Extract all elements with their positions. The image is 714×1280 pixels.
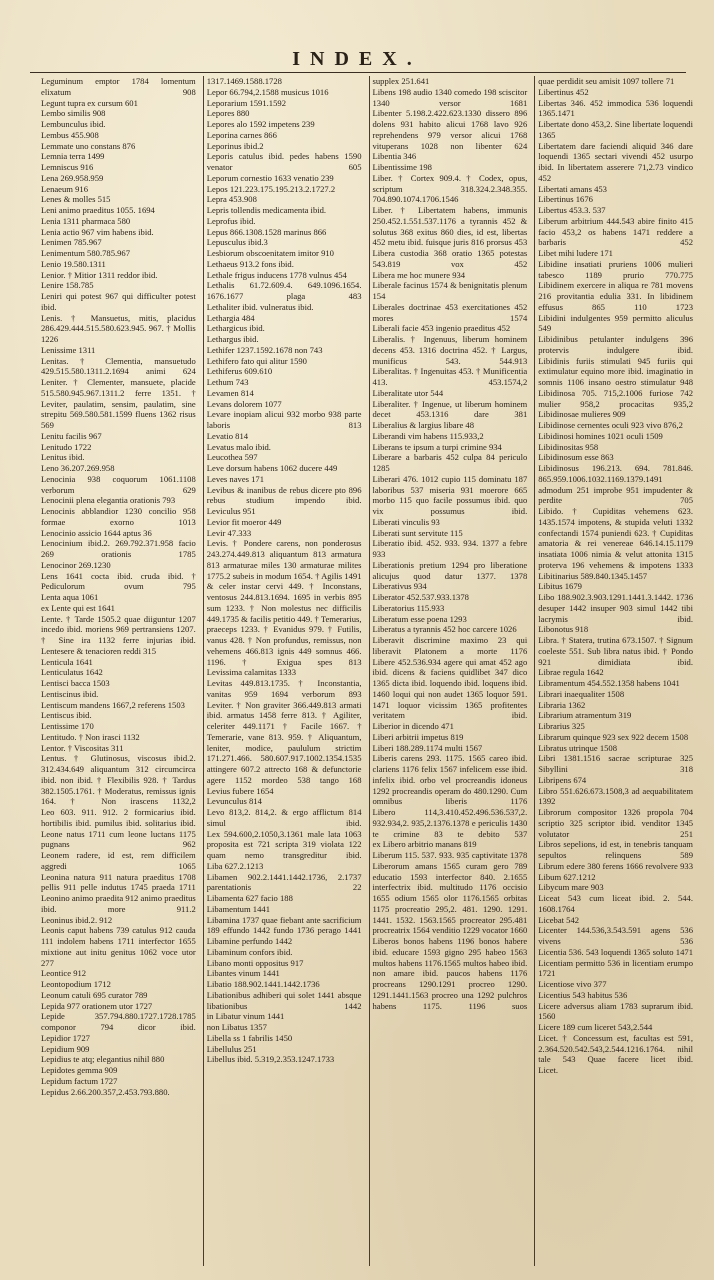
index-entry: Libidinosi homines 1021 oculi 1509 — [538, 430, 663, 441]
index-entry: Lena 269.958.959 — [41, 172, 104, 183]
index-entry: Libenter 5.198.2.422.623.1330 dissero 896 dolens 931 habito alicui 1768 lavo 926 reprehendens 979 versor alicui 1768 vituperans 1028 non libenter 624 — [372, 108, 528, 151]
index-entry: Libamen 902.2.1441.1442.1736, 2.1737 parentationis 22 — [206, 871, 362, 893]
index-entry: Libertati amans 453 — [538, 183, 607, 194]
index-entry: Levir 47.333 — [206, 527, 252, 538]
index-entry: Lethum 743 — [206, 377, 249, 387]
index-entry: Lenticula 1641 — [41, 656, 93, 667]
index-entry: in Libatur vinum 1441 — [206, 1011, 285, 1022]
index-entry: Lentitudo. † Non irasci 1132 — [41, 731, 140, 742]
index-entry: Libentia 346 — [372, 151, 417, 162]
index-entry: Licentia 536. 543 loquendi 1365 soluto 1471 — [538, 946, 693, 957]
page-header: INDEX. — [292, 48, 422, 70]
index-entry: Libitus 1679 — [538, 581, 582, 592]
index-entry: Licere adversus aliam 1783 suprarum ibid. 1560 — [538, 1000, 693, 1022]
index-entry: Leporarium 1591.1592 — [206, 97, 286, 108]
index-entry: Librae regula 1642 — [538, 667, 604, 678]
index-entry: Leonino animo praedita 912 animo praeditus ibid. more 911.2 — [41, 893, 196, 914]
index-entry: Lepores 880 — [206, 108, 250, 119]
index-entry: Lenis. † Mansuetus, mitis, placidus 286.429.444.515.580.623.945. 967. † Mollis 1226 — [41, 312, 196, 344]
index-entry: Leniter. † Clementer, mansuete, placide 515.580.945.967.1311.2 ferre 1351. † Leviter, paulatim, sensim, paulatim, sine strepitu 569.580.581.1599 fluens 1362 risus 569 — [41, 377, 196, 430]
index-entry: Librorum compositor 1326 propola 704 scriptio 325 scriptor ibid. venditor 1345 volutator 251 — [538, 807, 693, 839]
index-entry: Lenocinia 938 coquorum 1061.1108 verborum 629 — [41, 473, 196, 495]
index-entry: Lepris tollendis medicamenta ibid. — [206, 205, 327, 215]
index-entry: Liberatum esse poena 1293 — [372, 613, 467, 624]
index-entry: Leve dorsum habens 1062 ducere 449 — [206, 463, 338, 473]
index-entry: Libertinus 1676 — [538, 194, 593, 205]
index-entry: Levior fit moeror 449 — [206, 516, 282, 527]
index-entry: Libitinarius 589.840.1345.1457 — [538, 570, 648, 581]
index-entry: Libri 1381.1516 sacrae scripturae 325 Sibyllini 318 — [538, 753, 693, 774]
index-entry: Levis. † Pondere carens, non ponderosus 243.274.449.813 aliquantum 813 armatura 813 armaturae miles 130 armaturae milites 1775.2 subeis in modum 1654. † Agilis 1491 & celer instar cervi 449. † Inconstans, ventosus 244.813.1694. 1695 in verbis 895 sum 1233. † Non molestus nec difficilis 449.1735 & facilis petitio 449. † Temerarius, praeceps 1233. † Evanidus 979. † Futilis, vanus 428. † Non profundus, remissus, non vehemens 466.813 ignis 449 somnus 466. 1196. † Exigua spes 813 — [206, 538, 362, 667]
index-entry: Lenia actio 967 vim habens ibid. — [41, 226, 154, 237]
index-entry: Librum edere 380 ferens 1666 revolvere 933 — [538, 860, 693, 871]
index-entry: Lepidium 909 — [41, 1043, 90, 1054]
index-entry: Leniri qui potest 967 qui difficulter potest ibid. — [41, 291, 196, 312]
index-column-3 — [369, 76, 531, 1266]
index-entry: Lembunculus ibid. — [41, 119, 106, 129]
index-entry: Libraria 1362 — [538, 699, 586, 710]
index-entry: Librarum quinque 923 sex 922 decem 1508 — [538, 731, 689, 742]
index-entry: Libella ss 1 fabrilis 1450 — [206, 1032, 293, 1043]
index-entry: Liberavit discrimine maximo 23 qui liberavit Platonem a morte 1176 — [372, 635, 528, 656]
index-entry: non Libatus 1357 — [206, 1022, 267, 1032]
index-entry: Liberis carens 293. 1175. 1565 careo ibid. clariens 1176 felix 1567 infelicem esse ibid. infelix ibid. orbo vel procreandis idoneus 1292 procreandis operam do 480.1290. Cum omnibus liberis 1176 — [372, 753, 528, 807]
index-entry: Lepra 453.908 — [206, 194, 257, 205]
index-entry: Libripens 674 — [538, 774, 587, 785]
index-entry: Lepidotes gemma 909 — [41, 1065, 118, 1075]
index-entry: Leonina natura 911 natura praeditus 1708 pellis 911 pelle indutus 1745 praeda 1711 — [41, 871, 196, 893]
index-entry: Lente. † Tarde 1505.2 quae diiguntur 1207 incedo ibid. moriens 969 pertransiens 1207. † Sine ira 1132 ferre injurias ibid. — [41, 613, 196, 645]
index-entry: 1317.1469.1588.1728 — [206, 76, 282, 86]
index-entry: Levunculus 814 — [206, 796, 262, 807]
index-entry: Liberale facinus 1574 & benignitatis plenum 154 — [372, 280, 528, 301]
index-entry: Lemnia terra 1499 — [41, 151, 105, 162]
index-entry: Lembus 455.908 — [41, 129, 99, 140]
index-entry: Lepidum factum 1727 — [41, 1075, 118, 1086]
index-entry: quae perdidit seu amisit 1097 tollere 71 — [538, 76, 675, 86]
index-entry: Lethaeus 913.2 fons ibid. — [206, 258, 294, 269]
index-entry: Lenia 1311 pharmaca 580 — [41, 215, 131, 226]
index-entry: Libera custodia 368 oratio 1365 potestas 543.819 vox 452 — [372, 248, 528, 269]
index-entry: Leontice 912 — [41, 968, 87, 979]
index-entry: Libidinosum esse 863 — [538, 452, 614, 463]
index-entry: Levibus & inanibus de rebus dicere pto 896 rebus studium impendo ibid. — [206, 484, 362, 506]
index-entry: Licentiose vivo 377 — [538, 979, 607, 989]
index-column-2 — [203, 76, 365, 1266]
index-entry: Liberatus a tyrannis 452 hoc carcere 1026 — [372, 624, 517, 635]
index-entry: Libidinosus 196.213. 694. 781.846. 865.959.1006.1032.1169.1379.1491 admodum 251 improbe 951 impudenter & perdite 705 — [538, 463, 693, 506]
index-entry: Lethargia 484 — [206, 312, 255, 323]
index-entry: Leonum catuli 695 curator 789 — [41, 989, 148, 1000]
index-entry: Levissima calamitas 1333 — [206, 667, 297, 678]
index-entry: Lenocinii plena elegantia orationis 793 — [41, 495, 176, 506]
index-entry: Leo 603. 911. 912. 2 formicarius ibid. hortibilis ibid. pumilus ibid. solitarius ibid. — [41, 807, 196, 828]
index-entry: Leves naves 171 — [206, 473, 265, 484]
index-entry: Libamina 1737 quae fiebant ante sacrificium 189 effundo 1442 fundo 1736 perago 1441 — [206, 914, 362, 936]
index-entry: Libertate dono 453,2. Sine libertate loquendi 1365 — [538, 119, 693, 140]
index-entry: Liberalitate utor 544 — [372, 387, 444, 398]
index-entry: Libra. † Statera, trutina 673.1507. † Signum coeleste 551. Sub libra natus ibid. † Pondo 921 dimidiata ibid. — [538, 635, 693, 667]
header-rule — [30, 72, 686, 73]
index-entry: Leone natus 1711 cum leone luctans 1175 pugnans 962 — [41, 828, 196, 850]
index-entry: Libidinosae mulieres 909 — [538, 409, 626, 420]
index-entry: Lepores alo 1592 impetens 239 — [206, 119, 315, 129]
index-entry: Levitas 449.813.1735. † Inconstantia, vanitas 959 1694 verborum 893 — [206, 678, 362, 699]
index-entry: Liberi arbitrii impetus 819 — [372, 731, 464, 742]
index-entry: Licentiam permitto 536 in licentiam erumpo 1721 — [538, 957, 693, 979]
index-entry: Libycum mare 903 — [538, 882, 604, 893]
index-entry: Licebat 542 — [538, 914, 580, 925]
index-entry: Leporinus ibid.2 — [206, 140, 264, 151]
index-entry: Lepide 357.794.880.1727.1728.1785 componor 794 dicor ibid. — [41, 1011, 196, 1032]
index-entry: Lentiscum mandens 1667,2 referens 1503 — [41, 699, 185, 710]
index-entry: Liberalitas. † Ingenuitas 453. † Munificentia 413. 453.1574,2 — [372, 366, 528, 387]
index-entry: Leporum cornestio 1633 venatio 239 — [206, 172, 334, 183]
index-entry: Lepos 121.223.175.195.213.2.1727.2 — [206, 183, 336, 194]
index-entry: Libonotus 918 — [538, 624, 589, 635]
index-entry: Libidinibus petulanter indulgens 396 protervis indulgere ibid. — [538, 334, 693, 355]
index-entry: Lentus. † Glutinosus, viscosus ibid.2. 312.434.649 aliquantum 312 circumcirca ibid. non ibid. † Flexibilis 928. † Tardus 382.1505.1761. † Moderatus, remissus ignis 164. † Non irascens 1132,2 — [41, 753, 196, 807]
index-entry: Libido. † Cupiditas vehemens 623. 1435.1574 impotens, & stupida veluti 1332 confectandi 1574 puniendi 623. † Cupiditas amatoria & rei venereae 646.14.15.1179 insatiata 1006 nimia & velut attonita 1315 proterva 196 vehemens & impotens 1333 — [538, 506, 693, 570]
index-entry: Levare inopiam alicui 932 morbo 938 parte laboris 813 — [206, 409, 362, 430]
index-entry: Liberari 476. 1012 cupio 115 dominatu 187 laboribus 537 miseria 931 moerore 665 morbo 115 quo facile possumus ibid. quo vix possumus ibid. — [372, 473, 528, 516]
index-entry: Libet mihi ludere 171 — [538, 248, 613, 258]
index-entry: Libro 551.626.673.1508,3 ad aequabilitatem 1392 — [538, 785, 693, 807]
index-entry: Liber. † Cortex 909.4. † Codex, opus, scriptum 318.324.2.348.355. 704.890.1074.1706.1546 — [372, 172, 528, 205]
index-entry: Libero 114,3.410.452.496.536.537,2. 932.934,2. 935,2.1376.1378 e periculis 1430 te crimine 83 te debito 537 — [372, 807, 528, 839]
index-entry: Leprofus ibid. — [206, 215, 256, 226]
index-entry: Liberalius & largius libare 48 — [372, 420, 475, 430]
index-column-4 — [534, 76, 696, 1266]
index-entry: Liberativus 934 — [372, 581, 427, 592]
index-entry: Libidinis furiis stimulati 945 furiis qui extimulatur equino more ibid. imaginatio in somnis 1106 insano oestro stimulatur 948 — [538, 355, 693, 387]
index-entry: Libertas 346. 452 immodica 536 loquendi 1365.1471 — [538, 97, 693, 119]
index-entry: Licere 189 cum liceret 543,2.544 — [538, 1022, 653, 1032]
index-entry: Libidinose cernentes oculi 923 vivo 876,2 — [538, 420, 683, 430]
index-entry: Lentiscinus ibid. — [41, 688, 99, 699]
index-entry: Levo 813,2. 814,2. & ergo afflictum 814 simul ibid. — [206, 807, 362, 828]
index-entry: Lentor. † Viscositas 311 — [41, 742, 124, 753]
index-entry: Lethifer 1237.1592.1678 non 743 — [206, 344, 323, 355]
index-entry: Libere 452.536.934 agere qui amat 452 ago ibid. dicens & faciens quidlibet 347 dico 1365 dicta ibid. loquendo ibid. loquens ibid. 1460 loqui qui non audet 1365 loquor 591. 1471 loquor vicissim 1365 profitentes veritatem ibid. — [372, 656, 528, 721]
index-entry: Leporina carnes 866 — [206, 129, 277, 140]
index-entry: Libaminum confors ibid. — [206, 946, 293, 957]
index-entry: Licet. † Concessum est, facultas est 591, 2.364.520.542.543,2.544.1216.1764. nihil tale 543 Quae facere licet ibid. — [538, 1032, 693, 1065]
index-entry: Libamenta 627 facio 188 — [206, 893, 293, 903]
index-entry: Lepidius te atq; elegantius nihil 880 — [41, 1054, 165, 1065]
index-entry: Liberos bonos habens 1196 bonos habere ibid. educare 1593 gigno 295 habeo 1563 multos habens 1176.1565 multos habeo ibid. non amare ibid. paucos habens 1176 procreans 1290.1291 procreo 1290. 1291.1441.1563 procreo una 1292 pulchros habens 1175. 1196 suos — [372, 936, 528, 1011]
index-entry: Lepidior 1727 — [41, 1032, 90, 1043]
index-entry: Libidini indulgentes 959 permitto aliculus 549 — [538, 312, 693, 334]
index-entry: Lemniscus 916 — [41, 162, 94, 172]
index-entry: Leviter. † Non graviter 366.449.813 armati ibid. armatus 1458 ferre 813. † Agiliter, celeriter 449.1171 † Facile 1667. † Temerarie, vane 813. 959. † Aliquantum, leniter, modice, paululum strictim 171.271.466. 580.607.917.1002.1354.1535 attingere 607.2 attrecto 168 & defunctorie agere 1152 mordeo 538 tango 168 — [206, 699, 362, 785]
index-entry: Levatus malo ibid. — [206, 441, 271, 452]
index-entry: Leno 36.207.269.958 — [41, 463, 115, 473]
index-entry: Lethale frigus inducens 1778 vulnus 454 — [206, 269, 347, 280]
index-entry: Legunt tupra ex cursum 601 — [41, 97, 138, 108]
index-entry: Liberator 452.537.933.1378 — [372, 592, 469, 602]
index-entry: Lemmate uno constans 876 — [41, 140, 136, 151]
index-entry: Leni animo praeditus 1055. 1694 — [41, 205, 155, 215]
index-entry: Liberorum amans 1565 curam gero 789 educatio 1593 interfector 840. 2.1655 interfectrix ibid. multitudo 1176 occisio 1655 odium 1565 olor 1176.1565 orbitas 1175 procreatio 295,2. 481. 1290. 1291. 1441. 1532. 1563.1565 procreator 295.481 procreatrix 1564 venditio 1229 vocator 1660 — [372, 860, 528, 936]
index-entry: Leucothea 597 — [206, 452, 258, 463]
index-entry: Lenimentum 580.785.967 — [41, 248, 131, 258]
index-entry: Levatio 814 — [206, 430, 249, 441]
index-entry: Lens 1641 cocta ibid. cruda ibid. † Pediculorum ovum 795 — [41, 570, 196, 592]
index-entry: Libens 198 audio 1340 comedo 198 sciscitor 1340 versor 1681 — [372, 86, 528, 108]
index-entry: ex Libero arbitrio manans 819 — [372, 839, 477, 850]
index-entry: Lenticulatus 1642 — [41, 667, 103, 678]
index-entry: Libano monti oppositus 917 — [206, 957, 304, 968]
index-entry: Lenior. † Mitior 1311 reddor ibid. — [41, 269, 158, 280]
index-entry: Lenes & molles 515 — [41, 194, 111, 205]
index-entry: Liberare a barbaris 452 culpa 84 periculo 1285 — [372, 452, 528, 473]
index-entry: Libidinosa 705. 715,2.1006 furiose 742 mulier 958,2 procacitas 935,2 — [538, 387, 693, 409]
index-entry: Leoninus ibid.2. 912 — [41, 914, 113, 925]
index-entry: Lenitas. † Clementia, mansuetudo 429.515.580.1311.2.1694 animi 624 — [41, 355, 196, 377]
index-entry: Libantes vinum 1441 — [206, 968, 280, 979]
index-entry: Libatio 188.902.1441.1442.1736 — [206, 979, 320, 989]
index-entry: Lenitu facilis 967 — [41, 430, 102, 441]
index-entry: Lenissime 1311 — [41, 344, 96, 355]
index-entry: Lepor 66.794,2.1588 musicus 1016 — [206, 86, 329, 97]
index-columns — [38, 76, 696, 1266]
index-entry: Lentesere & tenacioren reddi 315 — [41, 645, 157, 656]
index-entry: Licet. — [538, 1065, 559, 1075]
index-entry: Libratus utrinque 1508 — [538, 742, 618, 753]
index-entry: Libentissime 198 — [372, 162, 432, 172]
index-entry: Liberali facie 453 ingenio praeditus 452 — [372, 323, 511, 334]
index-entry: Liberaliter. † Ingenue, ut liberum hominem decet 453.1316 dare 381 — [372, 398, 528, 420]
index-entry: Libamine perfundo 1442 — [206, 936, 293, 946]
index-entry: Libellulus 251 — [206, 1043, 257, 1054]
index-entry: Libros sepelions, id est, in tenebris tanquam sepultos relinquens 589 — [538, 839, 693, 860]
index-entry: Licenter 144.536,3.543.591 agens 536 vivens 536 — [538, 925, 693, 946]
index-entry: Lepidus 2.66.200.357,2.453.793.880. — [41, 1086, 170, 1097]
index-entry: Lethalis 61.72.609.4. 649.1096.1654. 1676.1677 plaga 483 — [206, 280, 362, 301]
index-entry: Lenocinis abblandior 1230 concilio 958 formae exorno 1013 — [41, 506, 196, 527]
index-entry: Levius fubere 1654 — [206, 785, 274, 796]
index-entry: Lethargus ibid. — [206, 334, 259, 344]
index-entry: Lepusculus ibid.3 — [206, 237, 268, 248]
index-entry: Lex 594.600,2.1050,3.1361 male lata 1063 proposita est 721 scripta 319 violata 122 quam nemo transgreditur ibid. — [206, 828, 362, 860]
index-entry: Libationibus adhiberi qui solet 1441 absque libationibus 1442 — [206, 989, 362, 1011]
index-entry: Lethiferus 609.610 — [206, 366, 273, 377]
index-entry: Lentissime 170 — [41, 721, 94, 731]
index-entry: Libidine insatiati pruriens 1006 mulieri tabesco 1189 prurio 770.775 — [538, 258, 693, 280]
index-entry: Leonem radere, id est, rem difficilem aggredi 1065 — [41, 850, 196, 871]
index-entry: Licentius 543 habitus 536 — [538, 989, 628, 1000]
index-entry: Librarius 325 — [538, 721, 585, 731]
index-entry: Levamen 814 — [206, 387, 254, 398]
index-entry: Lenitus ibid. — [41, 452, 85, 463]
index-entry: Libidinositas 958 — [538, 441, 599, 452]
index-entry: Liba 627.2.1213 — [206, 860, 264, 871]
index-entry: Libera me hoc munere 934 — [372, 269, 466, 280]
index-entry: Liberales doctrinae 453 exercitationes 452 mores 1574 — [372, 301, 528, 323]
index-entry: Librarium atramentum 319 — [538, 710, 632, 721]
index-entry: Liber. † Libertatem habens, immunis 250.452.1.551.537.1176 a tyrannis 452 & solutus 368 exitus 860 dies, id est, libertas 452 metu ibid. fuisque juris 816 prorsus 453 — [372, 205, 528, 248]
index-entry: Leguminum emptor 1784 lomentum elixatum 908 — [41, 76, 196, 97]
index-entry: Lepus 866.1308.1528 marinus 866 — [206, 226, 327, 237]
index-column-1 — [38, 76, 199, 1266]
index-entry: Liberatio ibid. 452. 933. 934. 1377 a febre 933 — [372, 538, 528, 559]
index-entry: Leontopodium 1712 — [41, 979, 111, 989]
index-entry: Lembo similis 908 — [41, 108, 106, 119]
index-entry: Libertinus 452 — [538, 86, 589, 97]
index-entry: Lenocinio assicio 1644 aptus 36 — [41, 527, 152, 538]
index-entry: Leporis catulus ibid. pedes habens 1590 venator 605 — [206, 151, 362, 172]
index-entry: Liberatorius 115.933 — [372, 602, 445, 613]
index-entry: Libo 188.902.3.903.1291.1441.3.1442. 1736 desuper 1442 insuper 903 simul 1442 tibi lacrymis ibid. — [538, 592, 693, 624]
index-entry: Levans dolorem 1077 — [206, 398, 282, 409]
index-entry: Liberandi vim habens 115.933,2 — [372, 430, 484, 441]
index-entry: Lenocinium ibid.2. 269.792.371.958 facio 269 orationis 1785 — [41, 538, 196, 559]
index-entry: Libramentum 454.552.1358 habens 1041 — [538, 678, 680, 688]
index-entry: Lenire 158.785 — [41, 280, 94, 291]
index-entry: Liberum 115. 537. 933. 935 captivitate 1378 — [372, 850, 528, 860]
index-entry: Lesbiorum obscoenitatem imitor 910 — [206, 248, 334, 258]
index-entry: Librari inaequaliter 1508 — [538, 688, 625, 699]
index-entry: Lepida 977 orationem utor 1727 — [41, 1000, 153, 1011]
index-entry: Liberati vinculis 93 — [372, 516, 440, 527]
index-entry: Libamentum 1441 — [206, 903, 270, 914]
index-entry: Leviculus 951 — [206, 506, 256, 516]
index-entry: Lenocinor 269.1230 — [41, 559, 111, 570]
index-entry: Liberi 188.289.1174 multi 1567 — [372, 742, 483, 753]
index-entry: Liberati sunt servitute 115 — [372, 527, 463, 538]
index-entry: Libidinem exercere in aliqua re 781 movens 216 provitantia edulia 331. In libidinem effusus 865 110 1723 — [538, 280, 693, 312]
index-entry: Liberalis. † Ingenuus, liberum hominem decens 453. 1316 doctrina 452. † Largus, munificus 543. 544.913 — [372, 334, 528, 366]
index-entry: Libellus ibid. 5.319,2.353.1247.1733 — [206, 1054, 335, 1065]
index-entry: Libertatem dare faciendi aliquid 346 dare loquendi 1365 sectari vivendi 452 usurpo ibid. In libertatem asserere 71,2.73 vindico 452 — [538, 140, 693, 183]
index-entry: Liberior in dicendo 471 — [372, 721, 454, 731]
index-entry: Lentiscus ibid. — [41, 710, 92, 721]
index-entry: Liberum arbitrium 444.543 abire finito 415 facio 453,2 os habens 1471 reddere a barbaris 452 — [538, 215, 693, 248]
index-entry: Libum 627.1212 — [538, 871, 596, 882]
index-entry: Lentisci bacca 1503 — [41, 678, 110, 688]
index-entry: Lenimen 785.967 — [41, 237, 102, 248]
index-entry: Liceat 543 cum liceat ibid. 2. 544. 1608.1764 — [538, 893, 693, 914]
index-entry: Lenio 19.580.1311 — [41, 258, 106, 269]
index-entry: ex Lente qui est 1641 — [41, 602, 115, 613]
index-entry: Libertus 453.3. 537 — [538, 205, 606, 215]
index-entry: Liberationis pretium 1294 pro liberatione alicujus quod datur 1377. 1378 — [372, 559, 528, 581]
index-entry: Lenaeum 916 — [41, 183, 89, 194]
index-entry: Lethargicus ibid. — [206, 323, 265, 334]
index-entry: Lenta aqua 1061 — [41, 592, 99, 602]
index-entry: Liberans te ipsum a turpi crimine 934 — [372, 441, 502, 452]
index-entry: Lenitudo 1722 — [41, 441, 92, 452]
index-entry: Leonis caput habens 739 catulus 912 cauda 111 indolem habens 1711 interfector 1655 mixtione aut initu genitus 1062 voce utor 277 — [41, 925, 196, 968]
index-entry: Lethifero fato qui alitur 1590 — [206, 355, 307, 366]
index-entry: Lethaliter ibid. vulneratus ibid. — [206, 301, 314, 312]
index-entry: supplex 251.641 — [372, 76, 430, 86]
